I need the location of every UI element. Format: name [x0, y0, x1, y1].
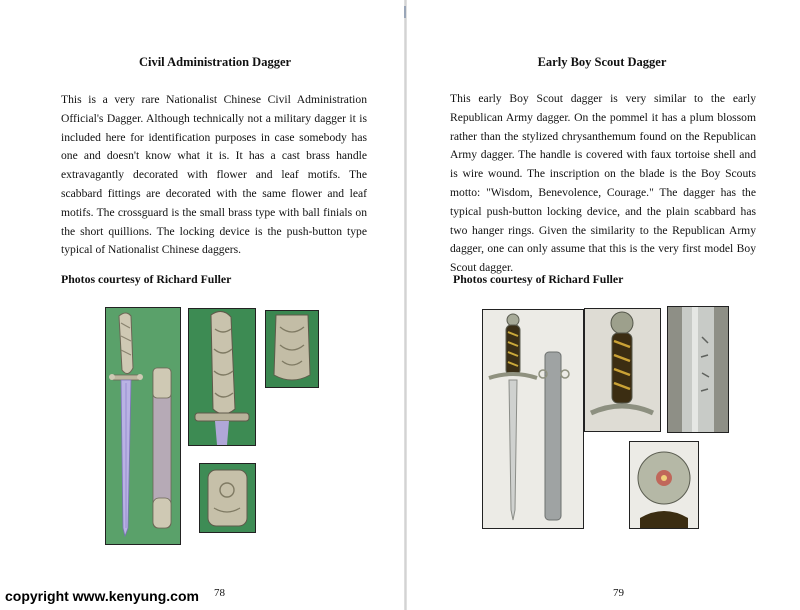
left-page-body: This is a very rare Nationalist Chinese Civil Administration Official's Dagger. Although technically not a military dagger it is included here for identification purposes in case somebody has one and doesn't know what it is. It has a cast brass handle extravagantly decorated with flower and leaf motifs. The scabbard fittings are decorated with the same flower and leaf motifs. The crossguard is the small brass type with ball finials on the short quillions. The locking device is the push-button type typical of Nationalist Chinese daggers. [61, 93, 367, 257]
civil-dagger-full-photo [105, 307, 181, 545]
right-page-body: This early Boy Scout dagger is very similar to the early Republican Army dagger. On the pommel it has a plum blossom rather than the stylized chrysanthemum found on the Republican Army dagger. The handle is covered with faux tortoise shell and is wire wound. The inscription on the blade is the Boy Scouts motto: "Wisdom, Benevolence, Courage." The dagger has the typical push-button locking device, and the plain scabbard has two hanger rings. Given the similarity to the Republican Army dagger, one can only assume that this is the very first model Boy Scout dagger. [450, 92, 756, 275]
scout-dagger-handle-photo [584, 308, 661, 432]
civil-scabbard-chape-photo [199, 463, 256, 533]
left-page-number: 78 [214, 587, 225, 599]
civil-scabbard-throat-photo [265, 310, 319, 388]
gutter-marker [404, 6, 406, 18]
scout-pommel-photo [629, 441, 699, 529]
civil-dagger-handle-photo [188, 308, 256, 446]
copyright-watermark: copyright www.kenyung.com [5, 588, 199, 604]
right-page-credit: Photos courtesy of Richard Fuller [453, 272, 624, 286]
scout-dagger-full-photo [482, 309, 584, 529]
right-page [407, 0, 800, 610]
right-page-number: 79 [613, 587, 624, 599]
scout-blade-inscription-photo [667, 306, 729, 433]
left-page-title: Civil Administration Dagger [138, 55, 292, 69]
left-page-credit: Photos courtesy of Richard Fuller [61, 272, 232, 286]
right-page-title: Early Boy Scout Dagger [537, 55, 667, 69]
